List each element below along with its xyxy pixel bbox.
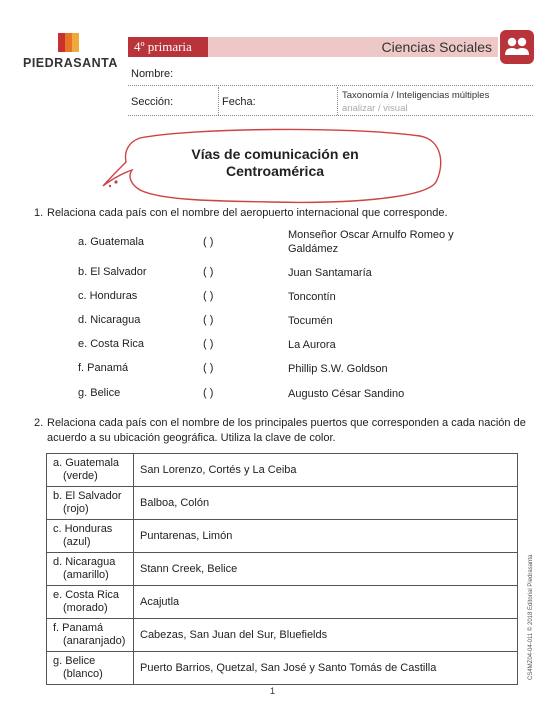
q1-airport: Tocumén (288, 315, 333, 327)
color-key: (verde) (63, 470, 98, 482)
taxonomy-label: Taxonomía / Inteligencias múltiples (342, 90, 490, 101)
q1-answer-box[interactable]: ( ) (203, 314, 214, 326)
ports-cell: Balboa, Colón (134, 487, 518, 520)
q2-prompt-line2: acuerdo a su ubicación geográfica. Utiliza la clave de color. (47, 432, 336, 444)
name-line[interactable] (128, 85, 533, 86)
q1-answer-box[interactable]: ( ) (203, 338, 214, 350)
q1-airport: Phillip S.W. Goldson (288, 363, 388, 375)
table-row (47, 553, 518, 586)
table-row (47, 487, 518, 520)
group-people-icon (500, 30, 534, 64)
q1-answer-box[interactable]: ( ) (203, 236, 214, 248)
q1-number: 1. (34, 207, 44, 219)
ports-cell: Cabezas, San Juan del Sur, Bluefields (134, 619, 518, 652)
grade-label: 4º primaria (128, 37, 208, 57)
country-cell: b. El Salvador (53, 490, 122, 502)
q1-country: e. Costa Rica (78, 338, 145, 350)
ports-cell: San Lorenzo, Cortés y La Ceiba (134, 454, 518, 487)
section-label: Sección: (131, 96, 174, 108)
q1-answer-box[interactable]: ( ) (203, 387, 214, 399)
name-label: Nombre: (131, 68, 174, 80)
field-divider (218, 87, 219, 115)
q1-answer-box[interactable]: ( ) (203, 290, 214, 302)
q1-country: g. Belice (78, 387, 121, 399)
table-row (47, 619, 518, 652)
q1-country: c. Honduras (78, 290, 138, 302)
country-cell: a. Guatemala (53, 457, 120, 469)
page-title: Vías de comunicación en Centroamérica (191, 146, 359, 179)
color-key: (blanco) (63, 668, 103, 680)
ports-cell: Acajutla (134, 586, 518, 619)
country-cell: c. Honduras (53, 523, 113, 535)
country-cell: f. Panamá (53, 622, 104, 634)
q1-airport: Toncontín (288, 291, 336, 303)
q1-airport: La Aurora (288, 339, 336, 351)
q1-airport: Augusto César Sandino (288, 388, 405, 400)
color-key: (anaranjado) (63, 635, 126, 647)
country-cell: g. Belice (53, 655, 96, 667)
q1-answer-box[interactable]: ( ) (203, 362, 214, 374)
subject-label: Ciencias Sociales (381, 39, 492, 55)
country-cell: e. Costa Rica (53, 589, 120, 601)
q2-number: 2. (34, 417, 44, 429)
q1-answer-box[interactable]: ( ) (203, 266, 214, 278)
color-key: (amarillo) (63, 569, 109, 581)
country-cell: d. Nicaragua (53, 556, 116, 568)
ports-table (46, 453, 518, 685)
brand-name: PIEDRASANTA (23, 56, 118, 70)
q1-country: d. Nicaragua (78, 314, 141, 326)
q2-prompt-line1: Relaciona cada país con el nombre de los principales puertos que corresponden a cada nación de (47, 417, 526, 429)
ports-cell: Stann Creek, Belice (134, 553, 518, 586)
color-key: (rojo) (63, 503, 89, 515)
taxonomy-values: analizar / visual (342, 103, 408, 114)
ports-cell: Puerto Barrios, Quetzal, San José y Santo Tomás de Castilla (134, 652, 518, 685)
field-divider (337, 87, 338, 115)
table-row (47, 520, 518, 553)
q1-prompt: Relaciona cada país con el nombre del aeropuerto internacional que corresponde. (47, 207, 448, 219)
page-number: 1 (270, 686, 276, 696)
q1-country: a. Guatemala (78, 236, 145, 248)
date-label: Fecha: (222, 96, 256, 108)
q1-airport: Monseñor Oscar Arnulfo Romeo y Galdámez (288, 229, 454, 255)
table-row (47, 586, 518, 619)
ports-cell: Puntarenas, Limón (134, 520, 518, 553)
q1-airport: Juan Santamaría (288, 267, 372, 279)
section-line (128, 115, 533, 116)
color-key: (morado) (63, 602, 108, 614)
table-row (47, 454, 518, 487)
q1-country: b. El Salvador (78, 266, 147, 278)
piedrasanta-logo-icon (56, 32, 82, 54)
q1-country: f. Panamá (78, 362, 129, 374)
color-key: (azul) (63, 536, 91, 548)
table-row (47, 652, 518, 685)
side-code: CS4MZ04-04-011 © 2018 Editorial Piedrasanta (528, 554, 534, 680)
